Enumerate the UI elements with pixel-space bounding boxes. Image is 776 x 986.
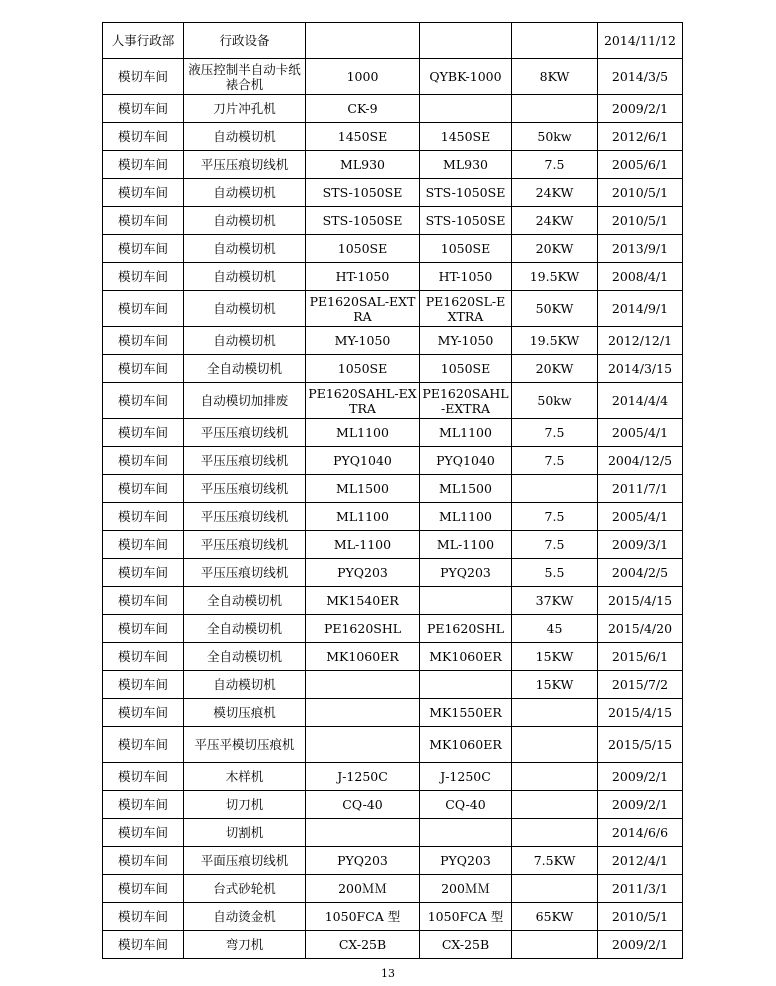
spec-model-cell: 1050FCA 型 <box>420 903 512 931</box>
model-cell: HT-1050 <box>306 263 420 291</box>
equipment-name-cell: 平面压痕切线机 <box>184 847 306 875</box>
equipment-table <box>102 22 683 959</box>
model-cell: ML1500 <box>306 475 420 503</box>
equipment-name-cell: 自动模切机 <box>184 235 306 263</box>
model-cell <box>306 671 420 699</box>
equipment-name-cell: 平压压痕切线机 <box>184 475 306 503</box>
date-cell: 2005/4/1 <box>598 503 683 531</box>
power-cell: 20KW <box>512 235 598 263</box>
date-cell: 2015/6/1 <box>598 643 683 671</box>
date-cell: 2014/4/4 <box>598 383 683 419</box>
table-row <box>103 763 683 791</box>
department-cell: 模切车间 <box>103 903 184 931</box>
power-cell <box>512 931 598 959</box>
spec-model-cell: PYQ203 <box>420 559 512 587</box>
date-cell: 2010/5/1 <box>598 207 683 235</box>
equipment-name-cell: 刀片冲孔机 <box>184 95 306 123</box>
spec-model-cell: PYQ1040 <box>420 447 512 475</box>
spec-model-cell: 1450SE <box>420 123 512 151</box>
equipment-name-cell: 平压压痕切线机 <box>184 559 306 587</box>
date-cell: 2009/2/1 <box>598 95 683 123</box>
date-cell: 2009/2/1 <box>598 763 683 791</box>
spec-model-cell: PE1620SHL <box>420 615 512 643</box>
department-cell: 模切车间 <box>103 123 184 151</box>
spec-model-cell: ML930 <box>420 151 512 179</box>
power-cell: 7.5 <box>512 419 598 447</box>
spec-model-cell: CQ-40 <box>420 791 512 819</box>
department-cell: 模切车间 <box>103 207 184 235</box>
power-cell: 50kw <box>512 123 598 151</box>
equipment-name-cell: 平压压痕切线机 <box>184 447 306 475</box>
power-cell: 50kw <box>512 383 598 419</box>
power-cell: 50KW <box>512 291 598 327</box>
date-cell: 2012/12/1 <box>598 327 683 355</box>
equipment-name-cell: 行政设备 <box>184 23 306 59</box>
department-cell: 模切车间 <box>103 727 184 763</box>
table-row <box>103 263 683 291</box>
spec-model-cell: ML1100 <box>420 503 512 531</box>
power-cell <box>512 95 598 123</box>
department-cell: 模切车间 <box>103 263 184 291</box>
date-cell: 2005/6/1 <box>598 151 683 179</box>
model-cell: PE1620SAHL-EXTRA <box>306 383 420 419</box>
power-cell <box>512 727 598 763</box>
spec-model-cell <box>420 95 512 123</box>
equipment-name-cell: 全自动模切机 <box>184 643 306 671</box>
spec-model-cell: ML-1100 <box>420 531 512 559</box>
equipment-name-cell: 自动模切机 <box>184 207 306 235</box>
date-cell: 2010/5/1 <box>598 903 683 931</box>
model-cell: ML-1100 <box>306 531 420 559</box>
table-row <box>103 291 683 327</box>
table-row <box>103 59 683 95</box>
date-cell: 2011/7/1 <box>598 475 683 503</box>
table-row <box>103 727 683 763</box>
table-row <box>103 847 683 875</box>
model-cell: ML1100 <box>306 419 420 447</box>
power-cell: 19.5KW <box>512 327 598 355</box>
date-cell: 2009/3/1 <box>598 531 683 559</box>
model-cell: PYQ203 <box>306 847 420 875</box>
table-row <box>103 327 683 355</box>
model-cell: STS-1050SE <box>306 207 420 235</box>
table-row <box>103 615 683 643</box>
date-cell: 2008/4/1 <box>598 263 683 291</box>
model-cell: ML930 <box>306 151 420 179</box>
power-cell <box>512 819 598 847</box>
equipment-name-cell: 平压压痕切线机 <box>184 531 306 559</box>
table-row <box>103 587 683 615</box>
equipment-name-cell: 平压压痕切线机 <box>184 419 306 447</box>
model-cell: CQ-40 <box>306 791 420 819</box>
spec-model-cell: CX-25B <box>420 931 512 959</box>
spec-model-cell <box>420 671 512 699</box>
power-cell: 7.5 <box>512 503 598 531</box>
equipment-name-cell: 自动烫金机 <box>184 903 306 931</box>
model-cell: MY-1050 <box>306 327 420 355</box>
department-cell: 模切车间 <box>103 503 184 531</box>
equipment-name-cell: 自动模切机 <box>184 263 306 291</box>
power-cell <box>512 875 598 903</box>
spec-model-cell: QYBK-1000 <box>420 59 512 95</box>
table-row <box>103 383 683 419</box>
table-row <box>103 151 683 179</box>
model-cell: PE1620SHL <box>306 615 420 643</box>
spec-model-cell: MK1060ER <box>420 643 512 671</box>
model-cell <box>306 23 420 59</box>
table-row <box>103 699 683 727</box>
date-cell: 2009/2/1 <box>598 931 683 959</box>
model-cell: CX-25B <box>306 931 420 959</box>
equipment-table-body <box>103 23 683 959</box>
date-cell: 2014/11/12 <box>598 23 683 59</box>
department-cell: 模切车间 <box>103 615 184 643</box>
table-row <box>103 355 683 383</box>
department-cell: 模切车间 <box>103 847 184 875</box>
department-cell: 模切车间 <box>103 875 184 903</box>
equipment-name-cell: 自动模切机 <box>184 179 306 207</box>
spec-model-cell: STS-1050SE <box>420 179 512 207</box>
power-cell <box>512 475 598 503</box>
department-cell: 模切车间 <box>103 327 184 355</box>
equipment-name-cell: 液压控制半自动卡纸裱合机 <box>184 59 306 95</box>
date-cell: 2012/4/1 <box>598 847 683 875</box>
spec-model-cell <box>420 819 512 847</box>
equipment-name-cell: 平压平模切压痕机 <box>184 727 306 763</box>
equipment-name-cell: 自动模切机 <box>184 327 306 355</box>
table-row <box>103 95 683 123</box>
model-cell <box>306 699 420 727</box>
spec-model-cell: 200ＭＭ <box>420 875 512 903</box>
table-row <box>103 123 683 151</box>
equipment-name-cell: 自动模切加排废 <box>184 383 306 419</box>
department-cell: 模切车间 <box>103 59 184 95</box>
date-cell: 2014/6/6 <box>598 819 683 847</box>
spec-model-cell: 1050SE <box>420 355 512 383</box>
equipment-name-cell: 自动模切机 <box>184 123 306 151</box>
table-row <box>103 179 683 207</box>
table-row <box>103 791 683 819</box>
department-cell: 模切车间 <box>103 763 184 791</box>
power-cell: 65KW <box>512 903 598 931</box>
model-cell: ML1100 <box>306 503 420 531</box>
model-cell: STS-1050SE <box>306 179 420 207</box>
model-cell: 1050SE <box>306 355 420 383</box>
page-number: 13 <box>381 967 395 980</box>
spec-model-cell <box>420 587 512 615</box>
power-cell: 45 <box>512 615 598 643</box>
department-cell: 模切车间 <box>103 931 184 959</box>
power-cell: 7.5 <box>512 531 598 559</box>
model-cell: 1050SE <box>306 235 420 263</box>
department-cell: 模切车间 <box>103 151 184 179</box>
spec-model-cell: MK1550ER <box>420 699 512 727</box>
department-cell: 模切车间 <box>103 531 184 559</box>
date-cell: 2015/5/15 <box>598 727 683 763</box>
table-row <box>103 23 683 59</box>
power-cell: 24KW <box>512 207 598 235</box>
date-cell: 2010/5/1 <box>598 179 683 207</box>
department-cell: 模切车间 <box>103 383 184 419</box>
model-cell: J-1250C <box>306 763 420 791</box>
table-row <box>103 819 683 847</box>
model-cell <box>306 819 420 847</box>
spec-model-cell <box>420 23 512 59</box>
model-cell: 1450SE <box>306 123 420 151</box>
department-cell: 模切车间 <box>103 419 184 447</box>
equipment-name-cell: 全自动模切机 <box>184 587 306 615</box>
model-cell: PYQ203 <box>306 559 420 587</box>
spec-model-cell: PYQ203 <box>420 847 512 875</box>
power-cell: 24KW <box>512 179 598 207</box>
department-cell: 模切车间 <box>103 95 184 123</box>
department-cell: 模切车间 <box>103 671 184 699</box>
equipment-name-cell: 模切压痕机 <box>184 699 306 727</box>
department-cell: 模切车间 <box>103 475 184 503</box>
department-cell: 模切车间 <box>103 235 184 263</box>
department-cell: 模切车间 <box>103 587 184 615</box>
spec-model-cell: 1050SE <box>420 235 512 263</box>
equipment-name-cell: 平压压痕切线机 <box>184 503 306 531</box>
table-row <box>103 671 683 699</box>
equipment-name-cell: 自动模切机 <box>184 671 306 699</box>
spec-model-cell: HT-1050 <box>420 263 512 291</box>
table-row <box>103 875 683 903</box>
power-cell: 15KW <box>512 671 598 699</box>
power-cell: 20KW <box>512 355 598 383</box>
model-cell: 1000 <box>306 59 420 95</box>
spec-model-cell: ML1100 <box>420 419 512 447</box>
department-cell: 模切车间 <box>103 559 184 587</box>
date-cell: 2014/3/5 <box>598 59 683 95</box>
date-cell: 2015/7/2 <box>598 671 683 699</box>
table-row <box>103 503 683 531</box>
equipment-name-cell: 全自动模切机 <box>184 615 306 643</box>
equipment-name-cell: 切割机 <box>184 819 306 847</box>
date-cell: 2014/3/15 <box>598 355 683 383</box>
model-cell: 1050FCA 型 <box>306 903 420 931</box>
model-cell: PE1620SAL-EXTRA <box>306 291 420 327</box>
spec-model-cell: J-1250C <box>420 763 512 791</box>
department-cell: 人事行政部 <box>103 23 184 59</box>
department-cell: 模切车间 <box>103 179 184 207</box>
date-cell: 2015/4/15 <box>598 699 683 727</box>
department-cell: 模切车间 <box>103 643 184 671</box>
equipment-name-cell: 台式砂轮机 <box>184 875 306 903</box>
model-cell: CK-9 <box>306 95 420 123</box>
table-row <box>103 931 683 959</box>
power-cell <box>512 699 598 727</box>
department-cell: 模切车间 <box>103 291 184 327</box>
power-cell: 7.5 <box>512 151 598 179</box>
date-cell: 2015/4/20 <box>598 615 683 643</box>
model-cell <box>306 727 420 763</box>
spec-model-cell: MY-1050 <box>420 327 512 355</box>
spec-model-cell: ML1500 <box>420 475 512 503</box>
equipment-name-cell: 弯刀机 <box>184 931 306 959</box>
power-cell: 8KW <box>512 59 598 95</box>
table-row <box>103 235 683 263</box>
model-cell: 200ＭＭ <box>306 875 420 903</box>
department-cell: 模切车间 <box>103 699 184 727</box>
date-cell: 2009/2/1 <box>598 791 683 819</box>
equipment-name-cell: 切刀机 <box>184 791 306 819</box>
model-cell: MK1540ER <box>306 587 420 615</box>
table-row <box>103 903 683 931</box>
department-cell: 模切车间 <box>103 355 184 383</box>
power-cell: 5.5 <box>512 559 598 587</box>
department-cell: 模切车间 <box>103 819 184 847</box>
date-cell: 2011/3/1 <box>598 875 683 903</box>
power-cell: 7.5KW <box>512 847 598 875</box>
date-cell: 2004/2/5 <box>598 559 683 587</box>
power-cell: 19.5KW <box>512 263 598 291</box>
table-row <box>103 447 683 475</box>
equipment-name-cell: 木样机 <box>184 763 306 791</box>
table-row <box>103 531 683 559</box>
equipment-name-cell: 平压压痕切线机 <box>184 151 306 179</box>
power-cell: 37KW <box>512 587 598 615</box>
power-cell <box>512 791 598 819</box>
date-cell: 2013/9/1 <box>598 235 683 263</box>
date-cell: 2012/6/1 <box>598 123 683 151</box>
date-cell: 2014/9/1 <box>598 291 683 327</box>
equipment-name-cell: 全自动模切机 <box>184 355 306 383</box>
department-cell: 模切车间 <box>103 791 184 819</box>
spec-model-cell: STS-1050SE <box>420 207 512 235</box>
power-cell <box>512 23 598 59</box>
model-cell: MK1060ER <box>306 643 420 671</box>
table-row <box>103 559 683 587</box>
model-cell: PYQ1040 <box>306 447 420 475</box>
table-row <box>103 643 683 671</box>
power-cell: 15KW <box>512 643 598 671</box>
table-row <box>103 207 683 235</box>
power-cell: 7.5 <box>512 447 598 475</box>
spec-model-cell: PE1620SAHL-EXTRA <box>420 383 512 419</box>
equipment-name-cell: 自动模切机 <box>184 291 306 327</box>
table-row <box>103 419 683 447</box>
spec-model-cell: MK1060ER <box>420 727 512 763</box>
department-cell: 模切车间 <box>103 447 184 475</box>
power-cell <box>512 763 598 791</box>
date-cell: 2004/12/5 <box>598 447 683 475</box>
date-cell: 2005/4/1 <box>598 419 683 447</box>
table-row <box>103 475 683 503</box>
date-cell: 2015/4/15 <box>598 587 683 615</box>
spec-model-cell: PE1620SL-EXTRA <box>420 291 512 327</box>
